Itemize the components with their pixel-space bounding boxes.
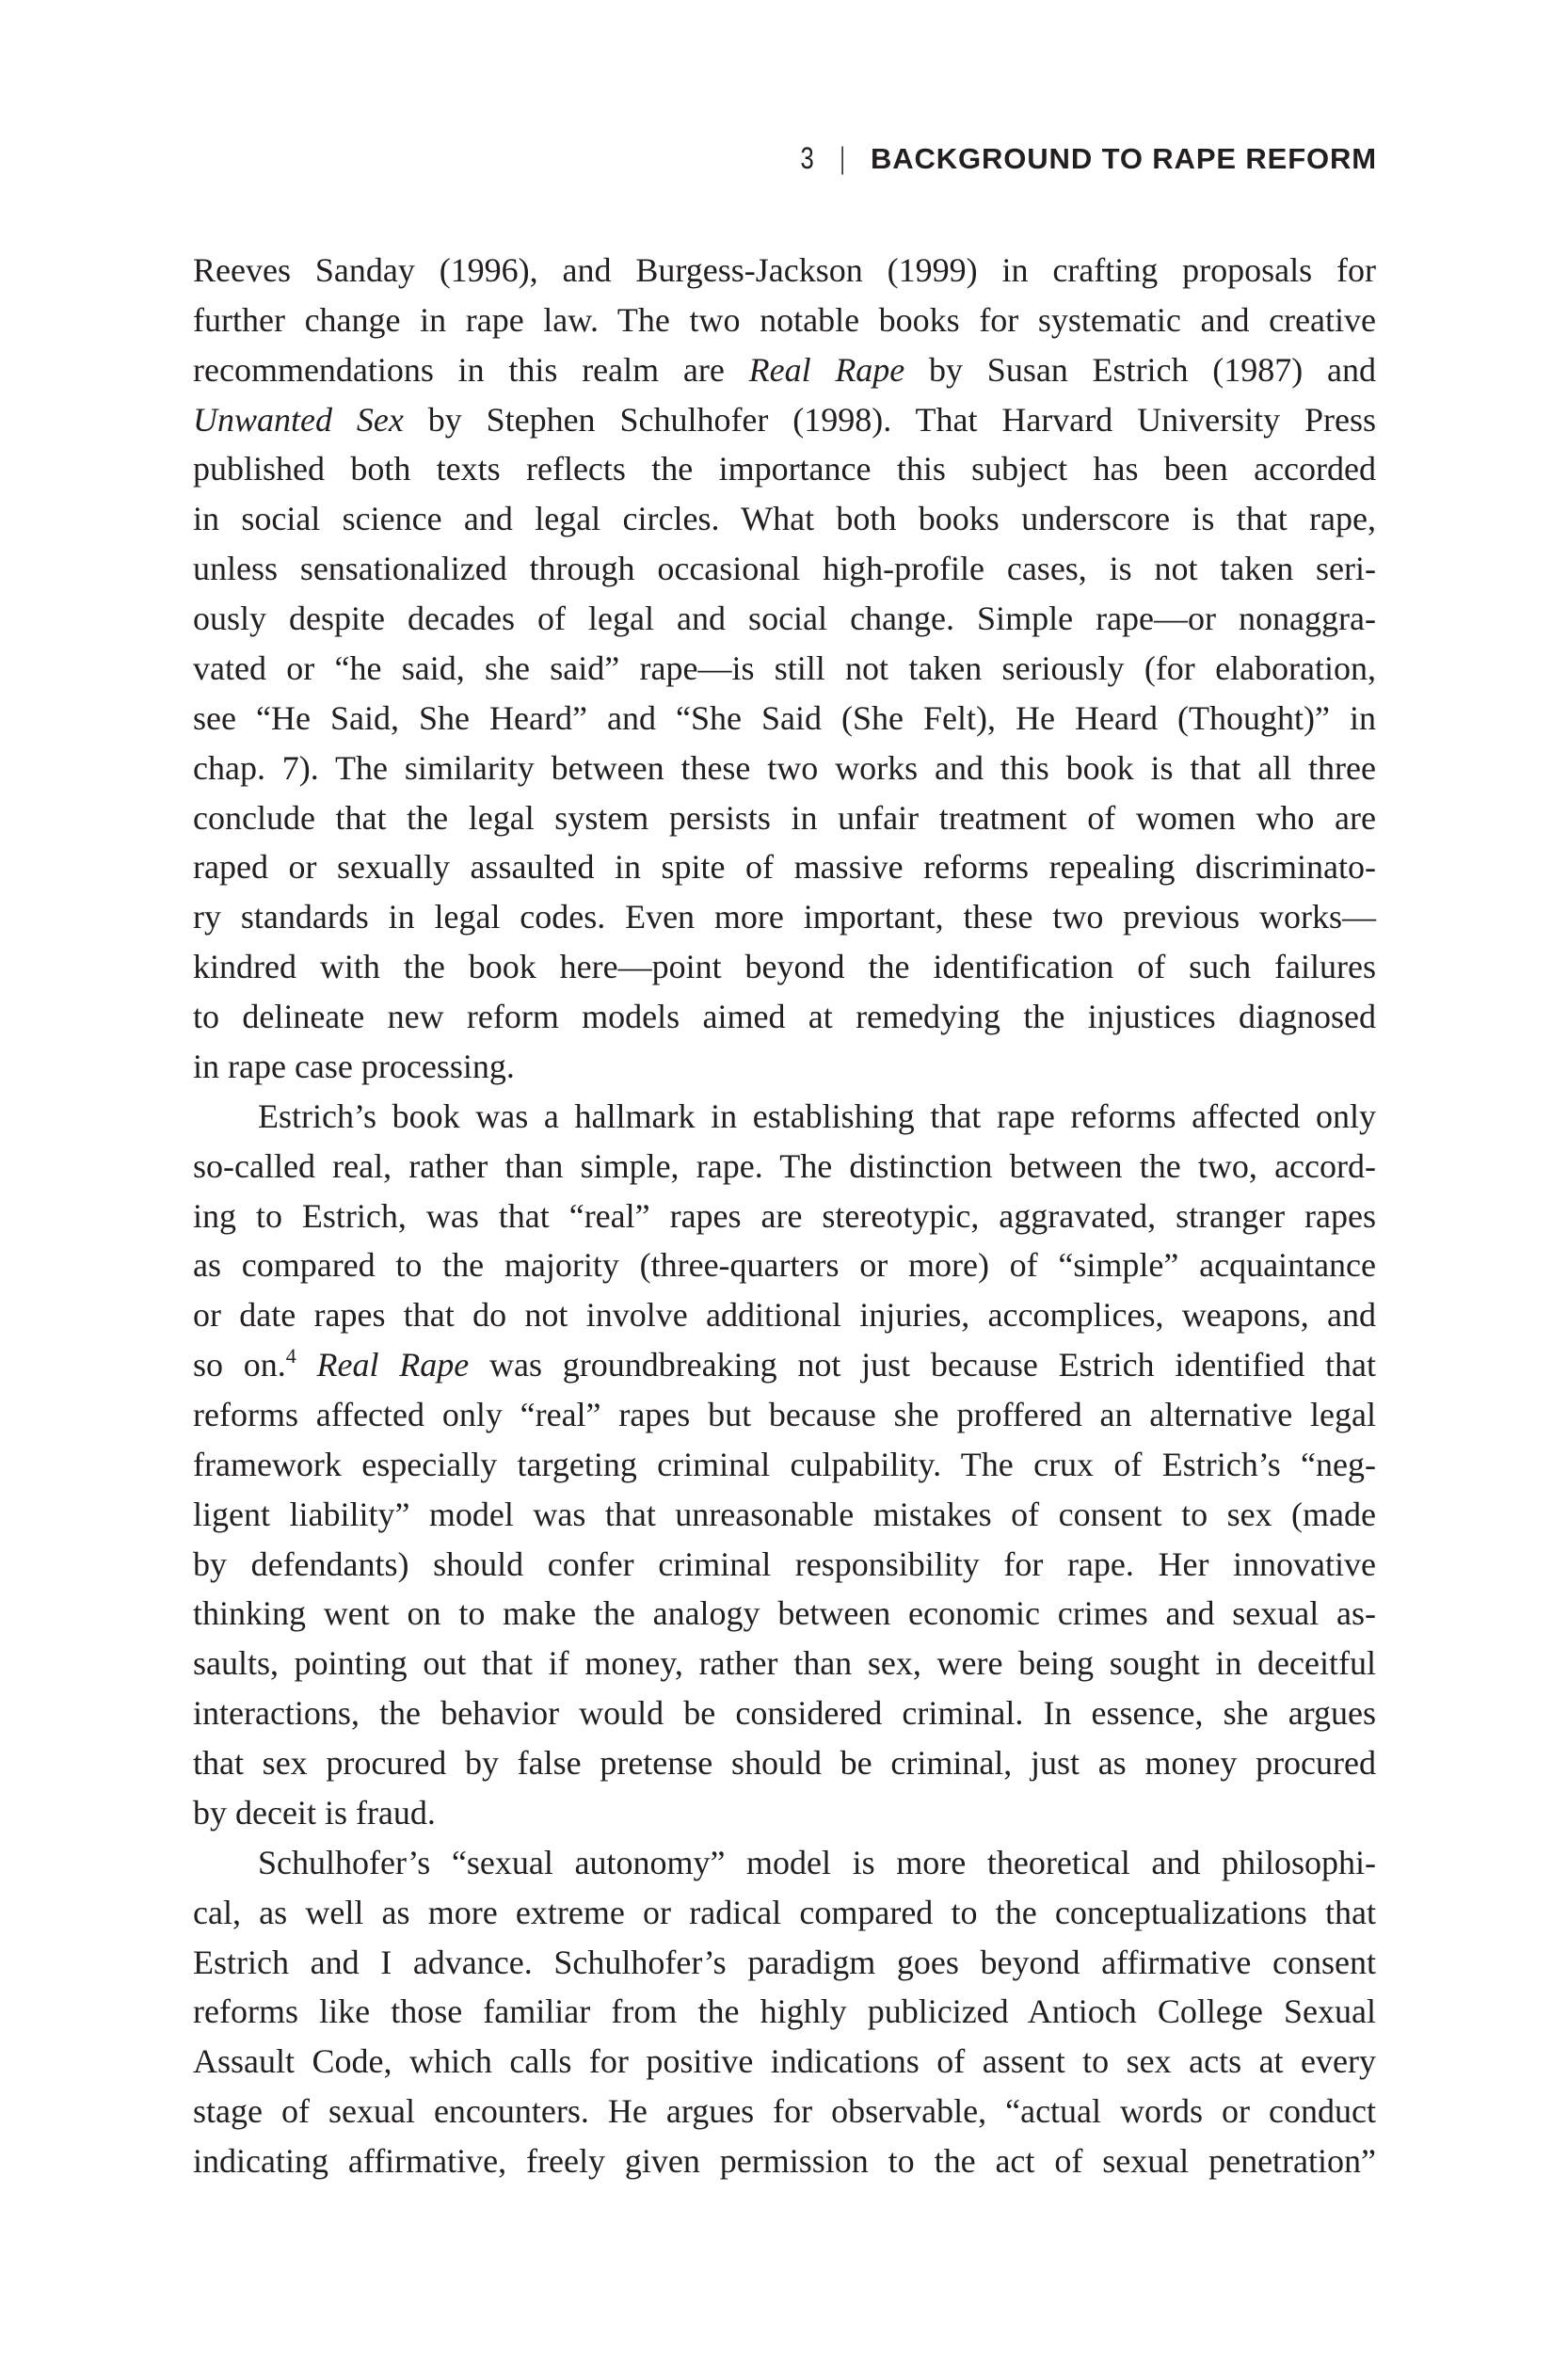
running-head [797,141,1377,179]
italic-title: Real Rape [316,1346,470,1384]
text-run: chap. 7). The similarity between these two works and this book is that all three [193,748,1376,787]
text-run: was groundbreaking not just because Estrich identified that [469,1346,1376,1384]
text-line [193,1738,1376,1787]
text-line [193,793,1376,842]
text-run: by Susan Estrich (1987) and [904,350,1376,389]
italic-title: Unwanted Sex [193,400,404,439]
text-line [193,2087,1376,2136]
text-run: ligent liability” model was that unreasonable mistakes of consent to sex (made [193,1495,1376,1533]
text-line [193,942,1376,991]
text-line [193,1540,1376,1589]
text-line [193,2136,1376,2185]
text-line [193,1788,1376,1837]
text-run: conclude that the legal system persists in unfair treatment of women who are [193,798,1376,837]
text-line [193,1938,1376,1987]
text-line [193,1688,1376,1737]
text-run: in social science and legal circles. What both books underscore is that rape, [193,500,1376,538]
text-run: interactions, the behavior would be considered criminal. In essence, she argues [193,1694,1376,1733]
text-line [193,1639,1376,1688]
text-run: recommendations in this realm are [193,350,749,389]
text-line [193,992,1376,1041]
page-number: 3 [800,141,814,175]
text-run: to delineate new reform models aimed at remedying the injustices diagnosed [193,998,1376,1036]
text-line [193,246,1376,295]
text-run: stage of sexual encounters. He argues for observable, “actual words or conduct [193,2092,1376,2131]
text-line [193,544,1376,593]
text-run: so on. [193,1346,286,1384]
text-line [193,842,1376,891]
text-line [193,892,1376,941]
text-line [193,345,1376,394]
text-run: or date rapes that do not involve additional injuries, accomplices, weapons, and [193,1296,1376,1335]
text-line [193,1987,1376,2036]
text-run: by Stephen Schulhofer (1998). That Harvard University Press [403,400,1376,439]
text-line [193,1390,1376,1439]
text-line [193,1440,1376,1489]
text-line [193,744,1376,792]
text-run: cal, as well as more extreme or radical compared to the conceptualizations that [193,1893,1376,1931]
text-run: saults, pointing out that if money, rather than sex, were being sought in deceitful [193,1644,1376,1683]
text-run: published both texts reflects the importance this subject has been accorded [193,450,1376,488]
text-run: by deceit is fraud. [193,1793,436,1832]
text-line [193,1192,1376,1240]
text-run: ously despite decades of legal and social change. Simple rape—or nonaggra- [193,600,1376,638]
text-run: thinking went on to make the analogy between economic crimes and sexual as- [193,1594,1376,1633]
text-run: reforms affected only “real” rapes but because she proffered an alternative legal [193,1396,1376,1433]
text-run: by defendants) should confer criminal responsibility for rape. Her innovative [193,1544,1376,1583]
italic-title: Real Rape [748,350,905,389]
text-line [193,1888,1376,1937]
footnote-marker[interactable]: 4 [285,1344,296,1368]
text-run: Assault Code, which calls for positive indications of assent to sex acts at every [193,2042,1376,2081]
text-run: see “He Said, She Heard” and “She Said (She Felt), He Heard (Thought)” in [193,698,1376,737]
text-run: as compared to the majority (three-quarters or more) of “simple” acquaintance [193,1246,1376,1285]
text-run: Estrich’s book was a hallmark in establishing that rape reforms affected only [258,1096,1376,1135]
text-run: so-called real, rather than simple, rape. The distinction between the two, accord- [193,1146,1376,1185]
text-line [193,1092,1376,1141]
text-run: ry standards in legal codes. Even more important, these two previous works— [193,898,1376,936]
text-line [193,444,1376,493]
header-separator: | [840,141,845,175]
text-run: Estrich and I advance. Schulhofer’s paradigm goes beyond affirmative consent [193,1943,1376,1981]
text-line [193,395,1376,444]
text-line [193,2037,1376,2086]
text-run: reforms like those familiar from the highly publicized Antioch College Sexual [193,1992,1376,2031]
text-run: Reeves Sanday (1996), and Burgess-Jackson (1999) in crafting proposals for [193,251,1376,289]
text-line [193,1240,1376,1289]
text-line [193,1490,1376,1539]
text-run: in rape case processing. [193,1047,515,1085]
text-line [193,1290,1376,1339]
text-line [193,644,1376,693]
text-line [193,694,1376,743]
text-run: ing to Estrich, was that “real” rapes are stereotypic, aggravated, stranger rapes [193,1196,1376,1235]
text-run: further change in rape law. The two notable books for systematic and creative [193,300,1376,339]
text-line [193,594,1376,643]
text-run: vated or “he said, she said” rape—is still not taken seriously (for elaboration, [193,648,1376,687]
text-run: unless sensationalized through occasional high-profile cases, is not taken seri- [193,550,1376,588]
text-line [193,1142,1376,1191]
text-run: raped or sexually assaulted in spite of massive reforms repealing discriminato- [193,848,1376,887]
text-line [193,1042,1376,1091]
text-line [193,1589,1376,1638]
text-run: indicating affirmative, freely given permission to the act of sexual penetration” [193,2142,1376,2181]
text-run: framework especially targeting criminal culpability. The crux of Estrich’s “neg- [193,1445,1376,1483]
text-run: Schulhofer’s “sexual autonomy” model is more theoretical and philosophi- [258,1843,1376,1881]
text-run: kindred with the book here—point beyond the identification of such failures [193,948,1376,986]
chapter-title: BACKGROUND TO RAPE REFORM [871,142,1377,175]
text-line [193,1838,1376,1887]
text-run [296,1346,317,1384]
text-run: that sex procured by false pretense should be criminal, just as money procured [193,1744,1376,1783]
text-line [193,1340,1376,1389]
text-line [193,296,1376,344]
text-line [193,494,1376,543]
